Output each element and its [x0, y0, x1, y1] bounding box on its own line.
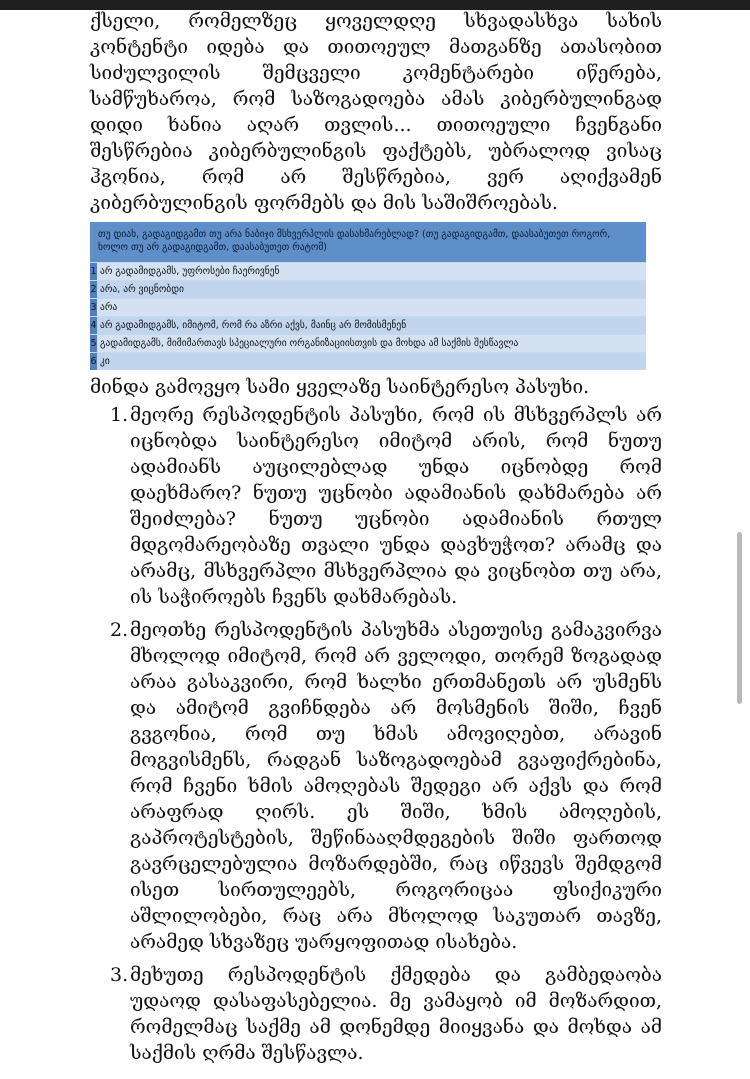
lead-sentence: მინდა გამოვყო სამი ყველაზე საინტერესო პასუხი. — [90, 376, 590, 398]
survey-row — [90, 281, 646, 299]
intro-paragraph: ქსელი, რომელზეც ყოველდღე სხვადასხვა სახის კონტენტი იდება და თითოეულ მათგანზე ათასობით სიძულვილის შემცველი კომენტარები იწერება, სამწუხაროა, რომ საზოგადოება ამას კიბერბულინგად დიდი ხანია აღარ თვლის... თითოეული ჩვენგანი შესწრებია კიბერბულინგის ფაქტებს, უბრალოდ ვისაც ჰგონია, რომ არ შესწრებია, ვერ აღიქვამენ კიბერბულინგის ფორმებს და მის საშიშროებას. — [90, 10, 662, 214]
answers-list — [90, 402, 662, 1066]
answer-item — [90, 962, 662, 1066]
survey-row — [90, 263, 646, 281]
answer-number: 1. — [110, 404, 129, 426]
answer-item — [90, 402, 662, 610]
answer-text: მეოთხე რესპოდენტის პასუხმა ასეთუისე გამაკვირვა მხოლოდ იმიტომ, რომ არ ველოდი, თორემ ზოგადად არაა გასაკვირი, რომ ხალხი ერთმანეთს არ უსმენს და ამიტომ გვიჩნდება არ მოსმენის შიში, ჩვენ გვგონია, რომ თუ ხმას ამოვიღებთ, არავინ მოგვისმენს, რადგან საზოგადოებამ გვაფიქრებინა, რომ ჩვენი ხმის ამოღებას შედეგი არ აქვს და რომ არაფრად ღირს. ეს შიში, ხმის ამოღების, გაპროტესტების, შეწინააღმდეგების შიში ფართოდ გავრცელებულია მოზარდებში, რაც იწვევს შემდგომ ისეთ სირთულეებს, როგორიცაა ფსიქიკური აშლილობები, რაც არა მხოლოდ საკუთარ თავზე, არამედ სხვაზეც უარყოფითად ისახება. — [130, 619, 662, 953]
survey-row-label: არა — [100, 301, 118, 313]
survey-row — [90, 353, 646, 371]
survey-row-label: არ გადამიდგამს, იმიტომ, რომ რა აზრი აქვს, მაინც არ მომისმენენ — [100, 319, 407, 331]
survey-row-label: არ გადამიდგამს, უფროსები ჩაერივნენ — [100, 265, 280, 277]
survey-table — [90, 222, 646, 370]
answer-text: მეორე რესპოდენტის პასუხი, რომ ის მსხვერპლს არ იცნობდა საინტერესო იმიტომ არის, რომ ნუთუ ადამიანს აუცილებლად უნდა იცნობდე რომ დაეხმარო? ნუთუ უცნობი ადამიანის დახმარება არ შეიძლება? ნუთუ უცნობი ადამიანის რთულ მდგომარეობაზე თვალი უნდა დავხუჭოთ? არამც და არამც, მსხვერპლი მსხვერპლია და ვიცნობთ თუ არა, ის საჭიროებს ჩვენს დახმარებას. — [130, 404, 662, 608]
survey-row-number: 6 — [90, 353, 97, 371]
survey-row-number: 3 — [90, 299, 97, 317]
survey-row-number: 2 — [90, 281, 97, 299]
survey-row-label: არა, არ ვიცნობდი — [100, 283, 184, 295]
survey-row-label: გადამიდგამს, მიმიმართავს სპეციალური ორგანიზაციისთვის და მოხდა ამ საქმის შესწავლა — [100, 337, 519, 349]
answer-number: 2. — [110, 619, 129, 641]
answer-number: 3. — [110, 964, 129, 986]
survey-row-number: 4 — [90, 317, 97, 335]
answer-text: მეხუთე რესპოდენტის ქმედება და გამბედაობა უდაოდ დასაფასებელია. მე ვამაყობ იმ მოზარდით, რომელმაც საქმე ამ დონემდე მიიყვანა და მოხდა ამ საქმის ღრმა შესწავლა. — [130, 964, 662, 1064]
survey-question: თუ დიახ, გადაგიდგამთ თუ არა ნაბიჯი მსხვერპლის დასახმარებლად? (თუ გადაგიდგამთ, დაასაბუთეთ როგორ, ხოლო თუ არ გადაგიდგამთ, დაასაბუთეთ რატომ) — [90, 222, 646, 262]
document-body — [90, 8, 662, 1073]
survey-row-label: კი — [100, 355, 110, 367]
survey-row — [90, 299, 646, 317]
answer-item — [90, 617, 662, 955]
scrollbar-thumb[interactable] — [737, 532, 742, 704]
survey-row-number: 1 — [90, 263, 97, 281]
survey-row — [90, 335, 646, 353]
survey-row — [90, 317, 646, 335]
survey-row-number: 5 — [90, 335, 97, 353]
